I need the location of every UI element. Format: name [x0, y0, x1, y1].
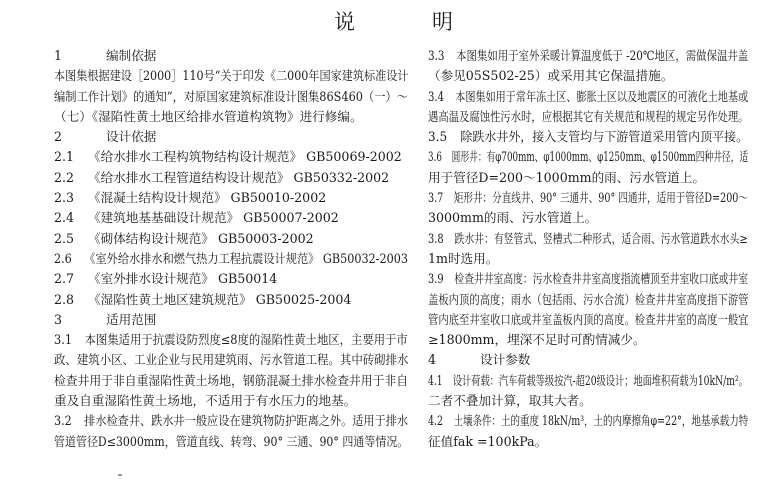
item-text: 设计参数: [480, 352, 531, 368]
title-char-2: 明: [432, 10, 453, 34]
section-heading: [54, 127, 408, 147]
item-text: （参见05S502-25）或采用其它保温措施。: [428, 68, 674, 84]
text-line: [54, 87, 409, 107]
item-text: ≥1800mm，埋深不足时可酌情减少。: [428, 332, 646, 348]
item-text: 盖板内顶的高度；雨水（包括雨、污水合流）检查井井室高度指下游管: [428, 291, 749, 307]
item-text: 设计荷载：汽车荷载等级按汽-超20级设计；地面堆积荷载为10kN/m²。: [452, 372, 748, 388]
numbered-item: [54, 168, 408, 188]
section-heading: [428, 350, 748, 370]
left-column: [54, 46, 408, 452]
text-line: [54, 371, 409, 391]
item-text: 《湿陷性黄土地区建筑规范》 GB50025-2004: [88, 291, 352, 307]
item-number: 2.3: [54, 190, 75, 206]
item-text: 编制工作计划》的通知”，对原国家建筑标准设计图集86S460（一）～: [54, 88, 409, 104]
item-number: 3.1: [54, 332, 73, 348]
item-text: 排水检查井、跌水井一般应设在建筑物防护距离之外。适用于排水: [84, 413, 409, 429]
item-text: 矩形井：分直线井、90° 三通井、90° 四通井，适用于管径D=200～: [453, 190, 748, 206]
item-number: 3.7: [428, 190, 444, 206]
item-number: 2.6: [54, 250, 72, 266]
item-text: 《建筑地基基础设计规范》 GB50007-2002: [88, 210, 339, 226]
item-number: 3: [54, 311, 63, 327]
item-text: 检查井用于非自重湿陷性黄土场地，钢筋混凝土排水检查井用于非自: [54, 372, 409, 388]
item-text: 《砌体结构设计规范》 GB50003-2002: [88, 230, 314, 246]
item-number: 2.5: [54, 230, 75, 246]
text-line: [428, 208, 748, 228]
text-line: [54, 66, 409, 86]
item-number: 2: [54, 129, 63, 145]
title-char-1: 说: [334, 10, 355, 34]
item-text: 《室外排水设计规范》 GB50014: [88, 271, 278, 287]
item-number: 3.5: [428, 129, 448, 145]
item-text: 重及自重湿陷性黄土场地，不适用于有水压力的地基。: [54, 393, 357, 409]
item-number: 1: [54, 48, 63, 63]
numbered-item: [428, 127, 749, 147]
text-line: [428, 168, 748, 188]
item-text: 圆形井：有φ700mm、φ1000mm、φ1250mm、φ1500mm四种井径，适: [451, 149, 749, 165]
item-text: 适用范围: [106, 311, 157, 327]
numbered-item: [54, 330, 408, 350]
text-line: [428, 66, 748, 86]
numbered-item: [54, 147, 408, 167]
item-number: 3.4: [428, 88, 445, 104]
text-line: [54, 432, 409, 452]
item-number: 3.8: [428, 230, 444, 246]
item-number: 2.1: [54, 149, 75, 165]
item-number: 2.2: [54, 169, 75, 185]
item-number: 3.2: [54, 413, 72, 429]
item-text: 征值fak =100kPa。: [428, 433, 548, 449]
item-text: 《给水排水工程管道结构设计规范》 GB50332-2002: [88, 169, 390, 185]
item-number: 2.8: [54, 291, 75, 307]
numbered-item: [428, 269, 748, 289]
text-line: [428, 107, 749, 127]
numbered-item: [54, 411, 409, 431]
item-text: 管内底至井室收口底或井室盖板内顶的高度。检查井井室的高度一般宜: [428, 311, 749, 327]
item-text: 1m时选用。: [428, 250, 499, 266]
item-text: 遇高温及腐蚀性污水时，应根据其它有关规范和规程的规定另作处理。: [428, 108, 749, 124]
numbered-item: [428, 46, 749, 66]
text-line: [428, 310, 749, 330]
item-text: 本图集如用于室外采暖计算温度低于 -20℃地区，需做保温井盖: [456, 48, 749, 63]
text-line: [428, 330, 748, 350]
text-line: [54, 350, 409, 370]
item-text: 检查井井室高度：污水检查井井室高度指流槽顶至井室收口底或井室: [454, 271, 748, 287]
text-line: [54, 107, 408, 127]
scan-mark: [118, 474, 122, 476]
item-text: 本图集如用于常年冻土区、膨胀土区以及地震区的可液化土地基或: [455, 88, 749, 104]
text-line: [54, 391, 408, 411]
text-line: [428, 391, 748, 411]
right-column: [428, 46, 748, 452]
numbered-item: [428, 188, 748, 208]
item-text: 3000mm的雨、污水管道上。: [428, 210, 598, 226]
item-text: 政、建筑小区、工业企业与民用建筑雨、污水管道工程。其中砖砌排水: [54, 352, 409, 368]
item-number: 3.9: [428, 271, 444, 287]
text-line: [428, 290, 749, 310]
item-text: 土壤条件：土的重度 18kN/m³，土的内摩擦角φ=22°，地基承载力特: [453, 413, 749, 429]
item-text: 二者不叠加计算，取其大者。: [428, 393, 592, 409]
numbered-item: [54, 229, 408, 249]
text-line: [428, 432, 748, 452]
item-number: 4: [428, 352, 437, 368]
numbered-item: [428, 147, 749, 167]
item-number: 4.1: [428, 372, 443, 388]
numbered-item: [54, 290, 408, 310]
item-text: 本图集适用于抗震设防烈度≤8度的湿陷性黄土地区，主要用于市: [84, 332, 408, 348]
numbered-item: [54, 269, 408, 289]
numbered-item: [428, 411, 749, 431]
item-text: 用于管径D=200～1000mm的雨、污水管道上。: [428, 169, 705, 185]
item-text: 设计依据: [106, 129, 157, 145]
text-line: [428, 249, 748, 269]
item-text: 跌水井：有竖管式、竖槽式二种形式，适合雨、污水管道跌水水头≥: [454, 230, 748, 246]
numbered-item: [54, 249, 408, 269]
numbered-item: [54, 208, 408, 228]
section-heading: [54, 310, 408, 330]
item-number: 2.4: [54, 210, 75, 226]
section-heading: [54, 46, 408, 66]
item-text: 除跌水井外，接入支管均与下游管道采用管内顶平接。: [460, 129, 749, 145]
item-text: （七）《湿陷性黄土地区给排水管道构筑物》进行修编。: [54, 108, 363, 124]
item-number: 3.3: [428, 48, 445, 63]
numbered-item: [428, 371, 748, 391]
item-number: 3.6: [428, 149, 442, 165]
numbered-item: [428, 229, 748, 249]
item-text: 《室外给水排水和燃气热力工程抗震设计规范》 GB50032-2003: [84, 250, 408, 266]
item-text: 本图集根据建设［2000］110号“关于印发《二000年国家建筑标准设计: [54, 68, 409, 84]
item-number: 2.7: [54, 271, 75, 287]
item-text: 管道管径D≤3000mm，管道直线、转弯、90° 三通、90° 四通等情况。: [54, 433, 409, 449]
item-number: 4.2: [428, 413, 444, 429]
numbered-item: [54, 188, 408, 208]
item-text: 《给水排水工程构筑物结构设计规范》 GB50069-2002: [88, 149, 402, 165]
item-text: 编制依据: [106, 48, 157, 63]
numbered-item: [428, 87, 749, 107]
item-text: 《混凝土结构设计规范》 GB50010-2002: [88, 190, 327, 206]
